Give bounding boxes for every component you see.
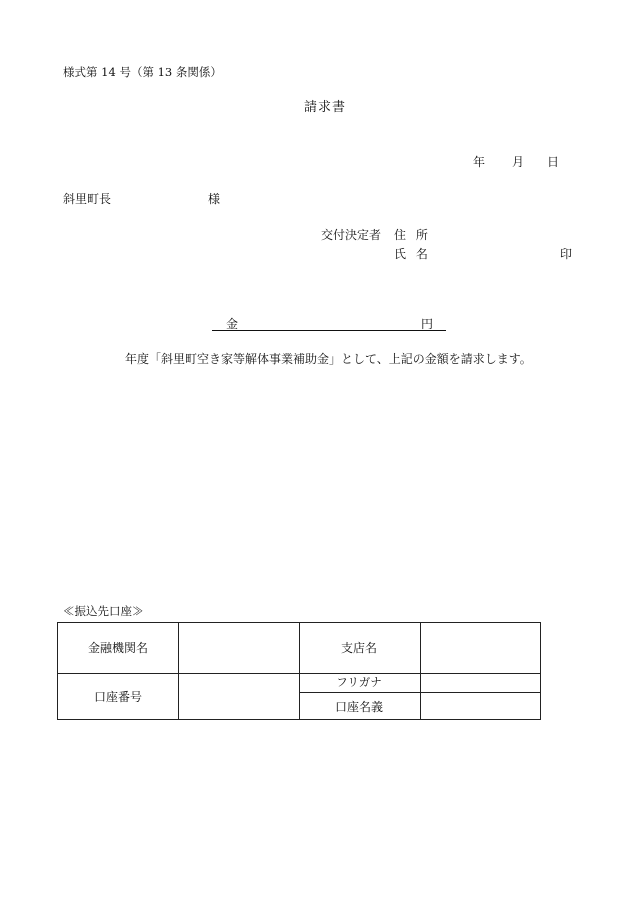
addressee-honorific: 様	[208, 192, 221, 206]
bank-account-table	[57, 622, 541, 720]
request-statement: 年度「斜里町空き家等解体事業補助金」として、上記の金額を請求します。	[125, 352, 532, 366]
addressee-name: 斜里町長	[63, 192, 112, 206]
table-divider	[299, 692, 540, 693]
branch-label: 支店名	[340, 641, 378, 655]
table-divider	[178, 623, 179, 719]
institution-label: 金融機関名	[87, 641, 149, 655]
applicant-address-label: 住 所	[394, 228, 431, 242]
document-title: 請求書	[304, 100, 347, 115]
bank-section-title: ≪振込先口座≫	[63, 604, 144, 618]
table-divider	[299, 623, 300, 719]
furigana-label: フリガナ	[336, 675, 382, 689]
amount-prefix: 金	[226, 317, 239, 331]
form-number: 様式第 14 号（第 13 条関係）	[63, 65, 222, 79]
applicant-name-label: 氏 名	[394, 247, 431, 261]
seal-label: 印	[560, 247, 573, 261]
table-divider	[420, 623, 421, 719]
amount-underline	[212, 330, 446, 331]
date-month-label: 月	[512, 155, 525, 169]
account-holder-label: 口座名義	[334, 700, 384, 714]
date-day-label: 日	[547, 155, 560, 169]
account-number-label: 口座番号	[93, 690, 143, 704]
amount-suffix: 円	[421, 317, 434, 331]
date-year-label: 年	[473, 155, 486, 169]
applicant-role: 交付決定者	[321, 228, 382, 242]
table-divider	[58, 673, 540, 674]
